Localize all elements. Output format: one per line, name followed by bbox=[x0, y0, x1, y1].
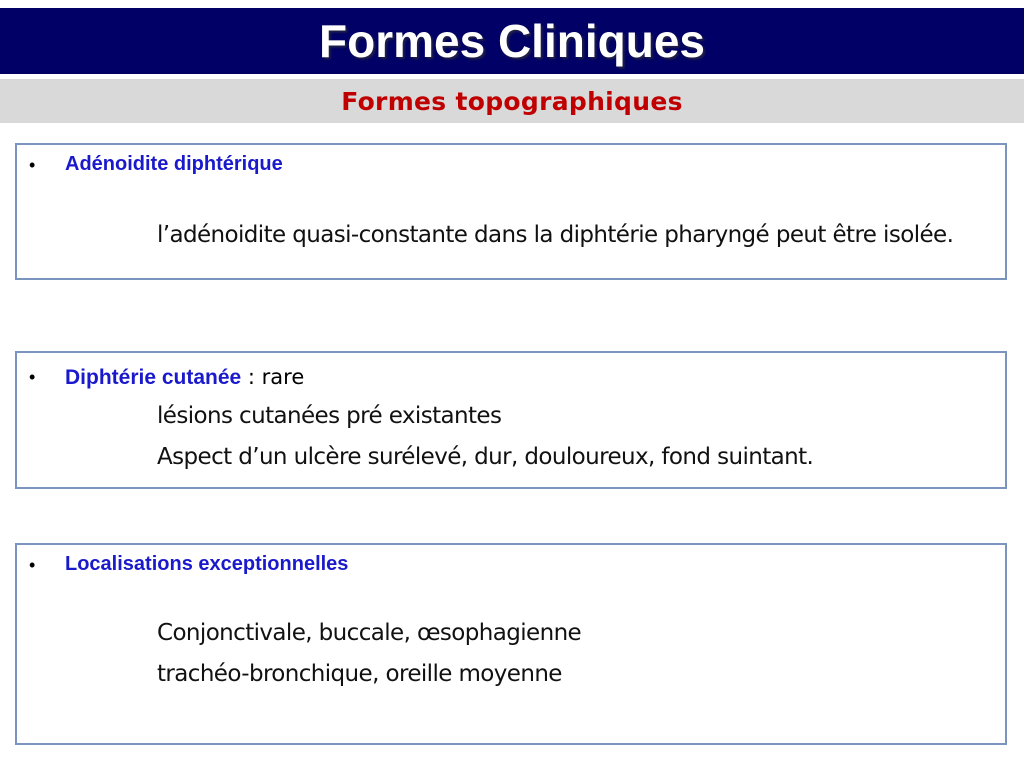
section-diphterie-cutanee bbox=[15, 351, 1007, 489]
section-heading-label: Diphtérie cutanée bbox=[65, 366, 242, 389]
section-line: Conjonctivale, buccale, œsophagienne bbox=[157, 620, 582, 646]
bullet: • bbox=[29, 367, 36, 387]
section-heading bbox=[65, 153, 283, 176]
section-heading bbox=[65, 553, 348, 576]
section-heading-label: Localisations exceptionnelles bbox=[65, 553, 349, 575]
bullet: • bbox=[29, 155, 36, 175]
section-heading bbox=[65, 365, 304, 390]
section-heading-label: Adénoidite diphtérique bbox=[65, 153, 283, 175]
title-bar bbox=[0, 8, 1024, 74]
section-line: lésions cutanées pré existantes bbox=[157, 403, 502, 429]
bullet: • bbox=[29, 555, 36, 575]
section-adenoidite bbox=[15, 143, 1007, 280]
section-line: l’adénoidite quasi-constante dans la diphtérie pharyngé peut être isolée. bbox=[157, 222, 954, 248]
section-line: Aspect d’un ulcère surélevé, dur, douloureux, fond suintant. bbox=[157, 444, 814, 470]
section-localisations bbox=[15, 543, 1007, 745]
section-heading-suffix: : rare bbox=[241, 365, 305, 389]
page-subtitle: Formes topographiques bbox=[341, 86, 683, 116]
subtitle-bar bbox=[0, 79, 1024, 123]
page-title: Formes Cliniques bbox=[319, 15, 705, 67]
section-line: trachéo-bronchique, oreille moyenne bbox=[157, 661, 562, 687]
